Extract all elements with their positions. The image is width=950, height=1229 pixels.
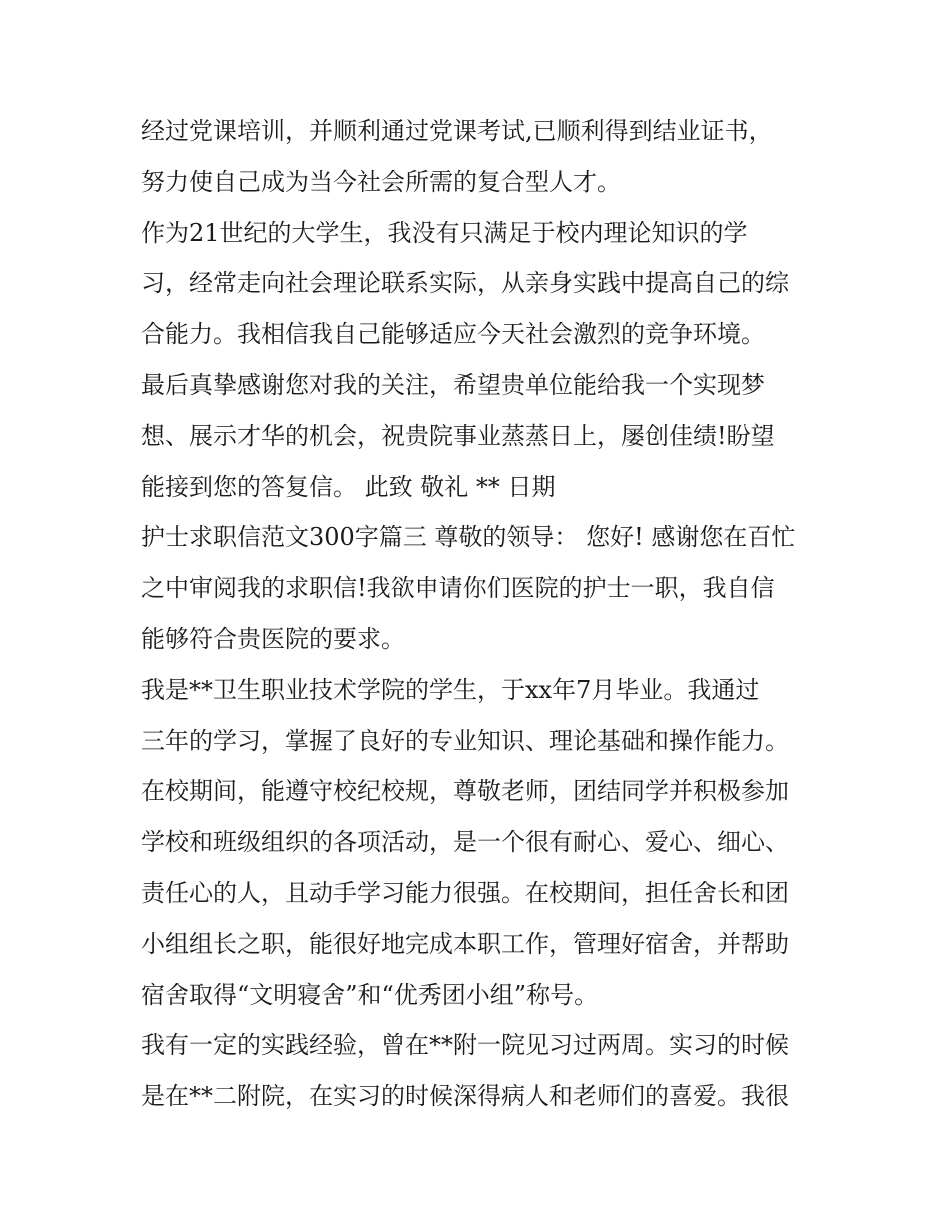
text-line: 宿舍取得“文明寝舍”和“优秀团小组”称号。 xyxy=(141,980,599,1009)
text-line: 作为21世纪的大学生，我没有只满足于校内理论知识的学 xyxy=(141,218,748,247)
body-text xyxy=(141,106,831,1122)
text-line: 在校期间，能遵守校纪校规，尊敬老师，团结同学并积极参加 xyxy=(141,777,789,806)
text-line: 三年的学习，掌握了良好的专业知识、理论基础和操作能力。 xyxy=(141,726,789,755)
text-line: 学校和班级组织的各项活动，是一个很有耐心、爱心、细心、 xyxy=(141,828,789,857)
text-line: 努力使自己成为当今社会所需的复合型人才。 xyxy=(141,167,621,196)
text-line: 最后真挚感谢您对我的关注，希望贵单位能给我一个实现梦 xyxy=(141,370,765,399)
text-line: 小组组长之职，能很好地完成本职工作，管理好宿舍，并帮助 xyxy=(141,929,789,958)
text-line: 合能力。我相信我自己能够适应今天社会激烈的竞争环境。 xyxy=(141,320,765,349)
text-line: 能接到您的答复信。 此致 敬礼 ** 日期 xyxy=(141,472,556,501)
text-line: 我是**卫生职业技术学院的学生，于xx年7月毕业。我通过 xyxy=(141,675,760,704)
text-line: 想、展示才华的机会，祝贵院事业蒸蒸日上，屡创佳绩!盼望 xyxy=(141,421,775,450)
text-line: 护士求职信范文300字篇三 尊敬的领导： 您好! 感谢您在百忙 xyxy=(141,523,796,552)
text-line: 经过党课培训，并顺利通过党课考试,已顺利得到结业证书， xyxy=(141,117,773,145)
text-line: 能够符合贵医院的要求。 xyxy=(141,624,405,653)
text-line: 责任心的人，且动手学习能力很强。在校期间，担任舍长和团 xyxy=(141,878,789,907)
text-line: 习，经常走向社会理论联系实际，从亲身实践中提高自己的综 xyxy=(141,269,789,298)
text-line: 之中审阅我的求职信!我欲申请你们医院的护士一职，我自信 xyxy=(141,574,775,603)
text-line: 是在**二附院，在实习的时候深得病人和老师们的喜爱。我很 xyxy=(141,1082,789,1111)
text-line: 我有一定的实践经验，曾在**附一院见习过两周。实习的时候 xyxy=(141,1031,789,1060)
